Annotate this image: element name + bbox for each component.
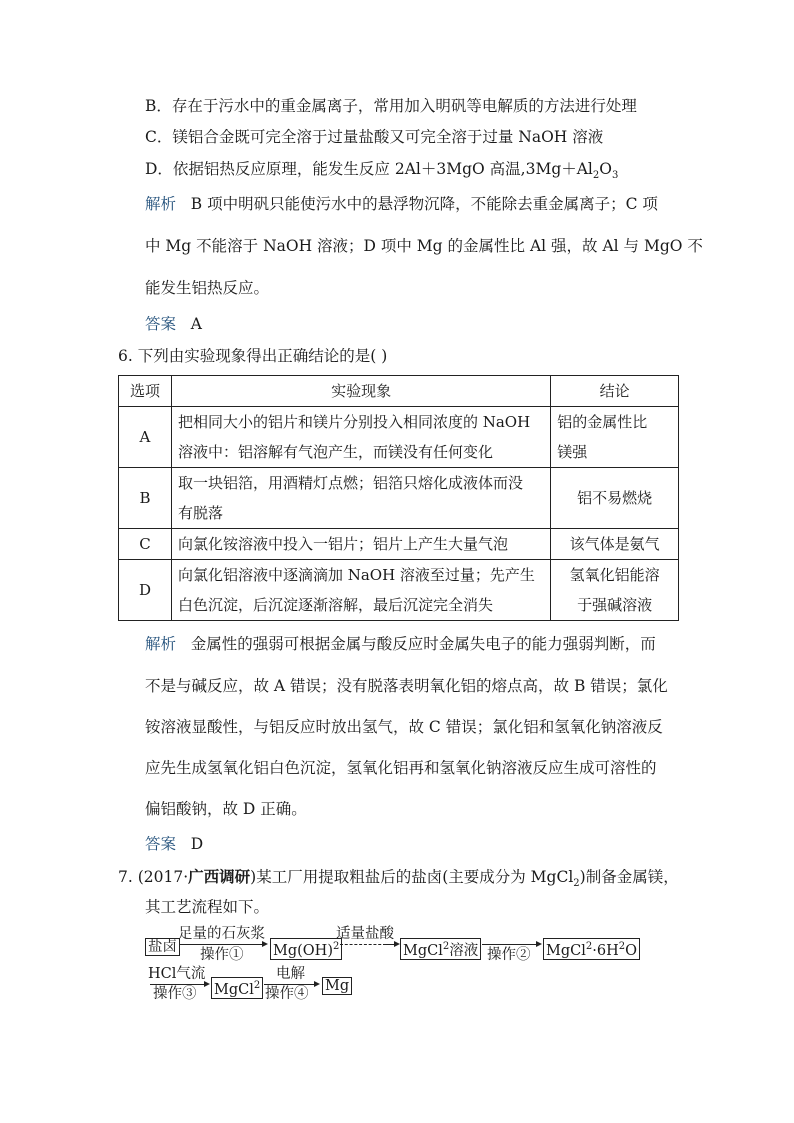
row-phenomenon: 取一块铝箔，用酒精灯点燃；铝箔只熔化成液体而没 有脱落 xyxy=(171,468,550,529)
row-phenomenon: 向氯化铝溶液中逐滴滴加 NaOH 溶液至过量；先产生 白色沉淀，后沉淀逐渐溶解，最后沉淀完全消失 xyxy=(171,560,550,621)
table-row xyxy=(119,560,679,621)
row-option: C xyxy=(119,529,172,560)
q7-stem: 7. (2017·广西调研)某工厂用提取粗盐后的盐卤(主要成分为 MgCl$_2$)制备金属镁， xyxy=(118,867,679,890)
flow-arrow xyxy=(180,944,266,945)
q5-option-b: B．存在于污水中的重金属离子，常用加入明矾等电解质的方法进行处理 xyxy=(145,97,637,115)
flow-step5-reagent: 电解 xyxy=(276,966,305,982)
flow-arrow xyxy=(386,944,398,945)
analysis-label: 解析 xyxy=(145,195,177,213)
flow-node-mg: Mg xyxy=(322,977,352,995)
flow-step1-op: 操作① xyxy=(200,947,244,963)
table-row xyxy=(119,529,679,560)
row-conclusion: 氢氧化铝能溶 于强碱溶液 xyxy=(551,560,679,621)
flow-arrow xyxy=(482,944,540,945)
row-option: B xyxy=(119,468,172,529)
flow-node-mgcl2: MgCl$^2$ xyxy=(211,977,263,999)
row-option: D xyxy=(119,560,172,621)
flow-node-mgcl2-solution: MgCl$^2$溶液 xyxy=(400,938,481,960)
q6-analysis-line5: 偏铝酸钠，故 D 正确。 xyxy=(145,800,307,818)
q6-stem: 6. 下列由实验现象得出正确结论的是( ) xyxy=(118,347,388,365)
row-conclusion: 该气体是氨气 xyxy=(551,529,679,560)
row-phenomenon: 把相同大小的铝片和镁片分别投入相同浓度的 NaOH 溶液中：铝溶解有气泡产生，而镁没有任何变化 xyxy=(171,407,550,468)
q5-answer: 答案 A xyxy=(145,315,202,333)
q5-option-c: C．镁铝合金既可完全溶于过量盐酸又可完全溶于过量 NaOH 溶液 xyxy=(145,128,604,146)
table-row xyxy=(119,468,679,529)
answer-label: 答案 xyxy=(145,835,177,853)
row-option: A xyxy=(119,407,172,468)
flow-arrow xyxy=(150,984,208,985)
row-conclusion: 铝的金属性比 镁强 xyxy=(551,407,679,468)
flow-step4-reagent: HCl气流 xyxy=(148,966,206,982)
q6-answer: 答案 D xyxy=(145,835,204,853)
header-phenomenon: 实验现象 xyxy=(171,376,550,407)
flow-step2-reagent: 适量盐酸 xyxy=(336,926,394,942)
q6-analysis-line2: 不是与碱反应，故 A 错误；没有脱落表明氧化铝的熔点高，故 B 错误；氯化 xyxy=(145,677,668,695)
q5-option-d: D．依据铝热反应原理，能发生反应 2Al＋3MgO 高温$,3Mg+Al_2O_3$ xyxy=(145,160,619,182)
q6-analysis-line4: 应先生成氢氧化铝白色沉淀，氢氧化铝再和氢氧化钠溶液反应生成可溶性的 xyxy=(145,759,657,777)
flow-node-mgoh2: Mg(OH)$^2$ xyxy=(270,938,342,960)
flow-step3-op: 操作② xyxy=(487,947,531,963)
q5-analysis-line3: 能发生铝热反应。 xyxy=(145,279,270,297)
flow-step5-op: 操作④ xyxy=(265,986,309,1002)
q5-analysis: 解析 B 项中明矾只能使污水中的悬浮物沉降，不能除去重金属离子；C 项 xyxy=(145,195,658,213)
table-header-row xyxy=(119,376,679,407)
flow-dashed-line xyxy=(340,944,386,945)
q6-analysis-line3: 铵溶液显酸性，与铝反应时放出氢气，故 C 错误；氯化铝和氢氧化钠溶液反 xyxy=(145,718,663,736)
q6-analysis: 解析 金属性的强弱可根据金属与酸反应时金属失电子的能力强弱判断，而 xyxy=(145,635,656,653)
q6-experiment-table xyxy=(118,375,679,621)
flow-node-start: 盐卤 xyxy=(145,938,180,956)
header-option: 选项 xyxy=(119,376,172,407)
row-phenomenon: 向氯化铵溶液中投入一铝片；铝片上产生大量气泡 xyxy=(171,529,550,560)
q7-stem-line2: 其工艺流程如下。 xyxy=(145,898,270,916)
flow-step1-reagent: 足量的石灰浆 xyxy=(178,926,265,942)
flow-arrow xyxy=(264,984,318,985)
answer-label: 答案 xyxy=(145,315,177,333)
analysis-label: 解析 xyxy=(145,635,177,653)
flow-node-mgcl2-hydrate: $MgCl^2\cdot 6H^2O$ xyxy=(543,938,640,960)
flow-step4-op: 操作③ xyxy=(153,986,197,1002)
q5-analysis-line2: 中 Mg 不能溶于 NaOH 溶液；D 项中 Mg 的金属性比 Al 强，故 Al 与 MgO 不 xyxy=(145,237,703,255)
row-conclusion: 铝不易燃烧 xyxy=(551,468,679,529)
table-row xyxy=(119,407,679,468)
header-conclusion: 结论 xyxy=(551,376,679,407)
